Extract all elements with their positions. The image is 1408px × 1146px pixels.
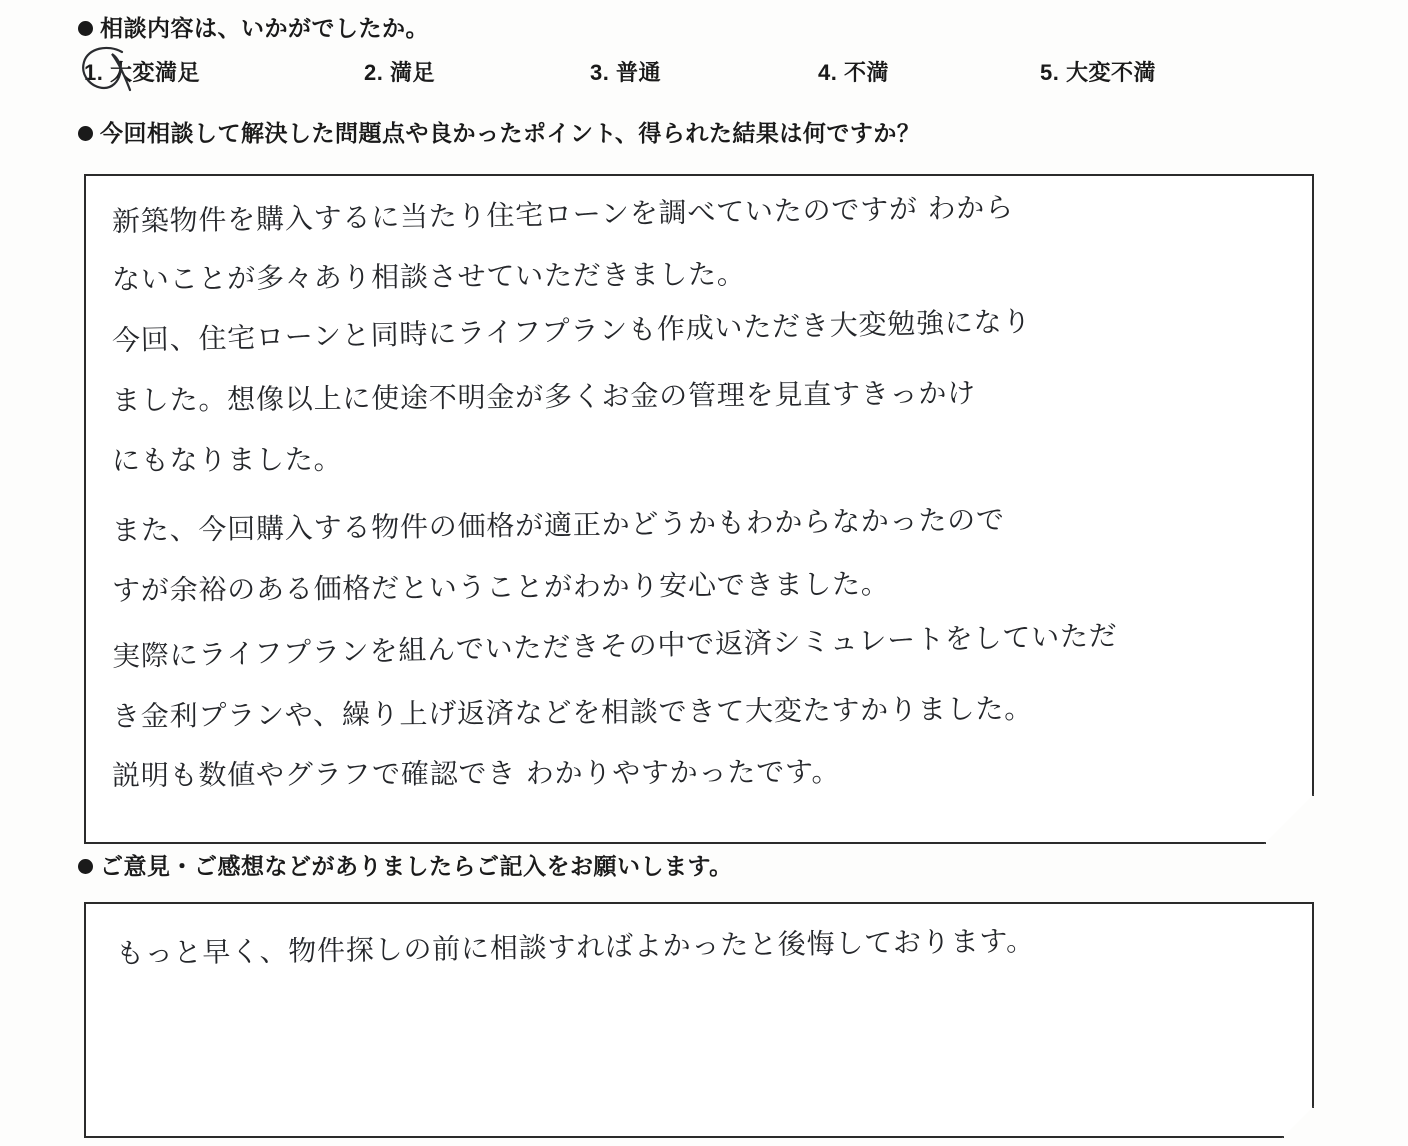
handwritten-line: 今回、住宅ローンと同時にライフプランも作成いただき大変勉強になり — [111, 304, 1032, 357]
question-3-text: ご意見・ご感想などがありましたらご記入をお願いします。 — [100, 853, 733, 879]
rating-option-5-number: 5. — [1040, 60, 1060, 85]
question-1 — [78, 14, 429, 44]
handwritten-line: にもなりました。 — [111, 442, 343, 477]
rating-option-2-number: 2. — [364, 60, 384, 85]
rating-option-3-number: 3. — [590, 60, 610, 85]
answer-box-question-2[interactable] — [84, 174, 1314, 844]
handwritten-answer-2 — [86, 176, 1312, 842]
handwritten-line: すが余裕のある価格だということがわかり安心できました。 — [111, 567, 890, 607]
handwritten-line: 実際にライフプランを組んでいただきその中で返済シミュレートをしていただ — [111, 618, 1118, 673]
handwritten-line: 説明も数値やグラフで確認でき わかりやすかったです。 — [111, 755, 841, 792]
question-2-text: 今回相談して解決した問題点や良かったポイント、得られた結果は何ですか？ — [100, 120, 921, 146]
rating-option-5[interactable] — [1040, 56, 1156, 87]
rating-option-1-number: 1. — [84, 60, 104, 85]
rating-options — [78, 56, 1328, 92]
handwritten-line: また、今回購入する物件の価格が適正かどうかもわからなかったので — [111, 503, 1005, 547]
rating-option-5-label: 大変不満 — [1065, 60, 1156, 85]
bullet-circle-icon — [78, 859, 93, 874]
rating-option-1-label: 大変満足 — [109, 60, 200, 85]
rating-option-4[interactable] — [818, 56, 889, 87]
rating-option-2-label: 満足 — [389, 60, 435, 85]
bullet-circle-icon — [78, 21, 93, 36]
rating-option-3-label: 普通 — [615, 60, 661, 85]
rating-option-2[interactable] — [364, 56, 435, 87]
answer-box-question-3[interactable] — [84, 902, 1314, 1138]
rating-option-4-number: 4. — [818, 60, 838, 85]
handwritten-line: き金利プランや、繰り上げ返済などを相談できて大変たすかりました。 — [111, 691, 1034, 733]
question-2 — [78, 119, 920, 149]
handwritten-line: もっと早く、物件探しの前に相談すればよかったと後悔しております。 — [115, 924, 1035, 970]
question-3 — [78, 852, 733, 882]
rating-option-3[interactable] — [590, 56, 661, 87]
question-1-text: 相談内容は、いかがでしたか。 — [100, 15, 429, 41]
bullet-circle-icon — [78, 126, 93, 141]
handwritten-line: 新築物件を購入するに当たり住宅ローンを調べていたのですが わから — [111, 190, 1015, 238]
rating-option-1[interactable] — [84, 56, 200, 87]
handwritten-line: ないことが多々あり相談させていただきました。 — [111, 257, 746, 296]
rating-option-4-label: 不満 — [843, 60, 889, 85]
handwritten-line: ました。想像以上に使途不明金が多くお金の管理を見直すきっかけ — [111, 376, 977, 417]
page-fold-corner-icon — [1282, 1106, 1314, 1138]
